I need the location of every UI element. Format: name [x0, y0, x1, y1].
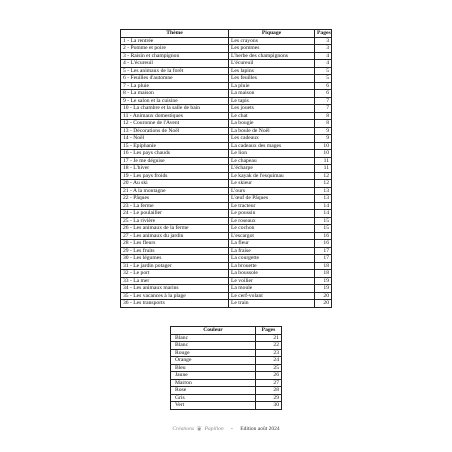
pages-cell: 7	[315, 105, 332, 113]
pages-cell: 13	[315, 187, 332, 195]
table-row	[121, 60, 332, 68]
table-row	[121, 247, 332, 255]
theme-cell: 29 - Les fruits	[121, 247, 229, 255]
pages-cell: 19	[315, 277, 332, 285]
piquage-cell: L'escargot	[229, 232, 315, 240]
table-row	[171, 379, 282, 387]
piquage-cell: La cadeaux des mages	[229, 142, 315, 150]
table-row	[171, 372, 282, 380]
pages-cell: 16	[315, 232, 332, 240]
color-name-cell: Blanc	[171, 342, 256, 350]
pages-cell: 11	[315, 157, 332, 165]
table-row	[121, 67, 332, 75]
pages-cell: 15	[315, 225, 332, 233]
footer	[0, 425, 452, 433]
table-row	[121, 135, 332, 143]
table-row	[121, 45, 332, 53]
butterfly-logo-icon: ❦	[196, 425, 203, 433]
theme-cell: 36 - Les transports	[121, 300, 229, 308]
pages-cell: 10	[315, 142, 332, 150]
table-row	[121, 97, 332, 105]
pages-cell: 5	[315, 75, 332, 83]
table-row	[121, 172, 332, 180]
color-pages-cell: 30	[256, 402, 282, 410]
piquage-cell: La brouette	[229, 262, 315, 270]
color-name-cell: Bleu	[171, 364, 256, 372]
piquage-cell: La boussole	[229, 270, 315, 278]
brand-right: Papillon	[204, 426, 224, 432]
table-row	[121, 150, 332, 158]
color-pages-cell: 24	[256, 357, 282, 365]
piquage-cell: La courgette	[229, 255, 315, 263]
table-row	[171, 387, 282, 395]
table-row	[171, 334, 282, 342]
piquage-cell: Le lion	[229, 150, 315, 158]
piquage-cell: L'œuf de Pâques	[229, 195, 315, 203]
table-row	[121, 255, 332, 263]
theme-cell: 8 - La maison	[121, 90, 229, 98]
pages-cell: 15	[315, 217, 332, 225]
piquage-cell: La pluie	[229, 82, 315, 90]
table-row	[171, 342, 282, 350]
piquage-cell: Les jouets	[229, 105, 315, 113]
table-row	[121, 202, 332, 210]
pages-cell: 14	[315, 202, 332, 210]
table-row	[121, 187, 332, 195]
theme-cell: 23 - La ferme	[121, 202, 229, 210]
table-row	[121, 300, 332, 308]
color-pages-cell: 27	[256, 379, 282, 387]
pages-cell: 12	[315, 180, 332, 188]
pages-cell: 18	[315, 270, 332, 278]
pages-cell: 3	[315, 37, 332, 45]
table-row	[171, 349, 282, 357]
table-row	[121, 225, 332, 233]
theme-cell: 2 - Pomme et poire	[121, 45, 229, 53]
theme-cell: 24 - Le poulailler	[121, 210, 229, 218]
color-name-cell: Jaune	[171, 372, 256, 380]
theme-cell: 18 - L'hiver	[121, 165, 229, 173]
pages-cell: 4	[315, 52, 332, 60]
pages-cell: 5	[315, 67, 332, 75]
table-row	[121, 37, 332, 45]
piquage-cell: Les pommes	[229, 45, 315, 53]
theme-cell: 1 - La rentrée	[121, 37, 229, 45]
table-row	[171, 402, 282, 410]
table-row	[171, 357, 282, 365]
theme-cell: 14 - Noël	[121, 135, 229, 143]
pages-cell: 20	[315, 300, 332, 308]
pages-cell: 8	[315, 120, 332, 128]
table-row	[121, 285, 332, 293]
theme-cell: 21 - A la montagne	[121, 187, 229, 195]
footer-separator: -	[231, 426, 233, 432]
piquage-cell: L'écureuil	[229, 60, 315, 68]
pages-cell: 14	[315, 210, 332, 218]
color-name-cell: Vert	[171, 402, 256, 410]
color-pages-cell: 29	[256, 394, 282, 402]
header-piquage: Piquage	[229, 30, 315, 38]
theme-cell: 19 - Les pays froids	[121, 172, 229, 180]
table-row	[121, 90, 332, 98]
theme-cell: 26 - Les animaux de la ferme	[121, 225, 229, 233]
theme-cell: 20 - Au ski	[121, 180, 229, 188]
edition-label: Edition août 2024	[240, 426, 280, 432]
table-row	[121, 210, 332, 218]
color-name-cell: Gris	[171, 394, 256, 402]
color-name-cell: Rose	[171, 387, 256, 395]
piquage-cell: Le cerf-volant	[229, 292, 315, 300]
pages-cell: 16	[315, 240, 332, 248]
table-row	[121, 82, 332, 90]
pages-cell: 17	[315, 255, 332, 263]
theme-cell: 6 - Feuilles d'automne	[121, 75, 229, 83]
piquage-cell: La fraise	[229, 247, 315, 255]
piquage-cell: Le chapeau	[229, 157, 315, 165]
color-pages-cell: 26	[256, 372, 282, 380]
color-table	[170, 326, 282, 410]
theme-cell: 16 - Les pays chauds	[121, 150, 229, 158]
theme-cell: 12 - Couronne de l'Avent	[121, 120, 229, 128]
color-pages-cell: 28	[256, 387, 282, 395]
theme-cell: 31 - Le jardin potager	[121, 262, 229, 270]
theme-cell: 25 - La rivière	[121, 217, 229, 225]
table-row	[121, 75, 332, 83]
header-pages: Pages	[315, 30, 332, 38]
piquage-cell: Le train	[229, 300, 315, 308]
table-row	[171, 364, 282, 372]
theme-cell: 10 - La chambre et la salle de bain	[121, 105, 229, 113]
piquage-cell: La maison	[229, 90, 315, 98]
table-row	[121, 127, 332, 135]
piquage-cell: Le kayak de l'esquimau	[229, 172, 315, 180]
pages-cell: 11	[315, 165, 332, 173]
table-row	[121, 195, 332, 203]
pages-cell: 12	[315, 172, 332, 180]
pages-cell: 20	[315, 292, 332, 300]
theme-cell: 27 - Les animaux du jardin	[121, 232, 229, 240]
piquage-cell: Le tracteur	[229, 202, 315, 210]
pages-cell: 17	[315, 247, 332, 255]
theme-cell: 9 - Le salon et la cuisine	[121, 97, 229, 105]
piquage-cell: La boule de Noël	[229, 127, 315, 135]
table-row	[121, 292, 332, 300]
piquage-cell: Les cadeaux	[229, 135, 315, 143]
piquage-cell: La moule	[229, 285, 315, 293]
theme-cell: 7 - La pluie	[121, 82, 229, 90]
color-name-cell: Marron	[171, 379, 256, 387]
table-row	[121, 165, 332, 173]
pages-cell: 19	[315, 285, 332, 293]
piquage-cell: L'ours	[229, 187, 315, 195]
color-pages-cell: 21	[256, 334, 282, 342]
pages-cell: 18	[315, 262, 332, 270]
table-row	[121, 232, 332, 240]
piquage-cell: Le chat	[229, 112, 315, 120]
theme-cell: 35 - Les vacances à la plage	[121, 292, 229, 300]
theme-cell: 15 - Epiphanie	[121, 142, 229, 150]
theme-cell: 32 - Le port	[121, 270, 229, 278]
theme-cell: 4 - L'écureuil	[121, 60, 229, 68]
pages-cell: 6	[315, 82, 332, 90]
color-pages-cell: 25	[256, 364, 282, 372]
pages-cell: 9	[315, 127, 332, 135]
piquage-cell: L'écharpe	[229, 165, 315, 173]
piquage-cell: La fleur	[229, 240, 315, 248]
pages-cell: 9	[315, 135, 332, 143]
table-row	[121, 142, 332, 150]
header-color-pages: Pages	[256, 327, 282, 335]
theme-cell: 28 - Les fleurs	[121, 240, 229, 248]
table-row	[121, 120, 332, 128]
theme-cell: 34 - Les animaux marins	[121, 285, 229, 293]
piquage-cell: L'herbe des champignons	[229, 52, 315, 60]
color-name-cell: Blanc	[171, 334, 256, 342]
contents-table	[120, 29, 332, 308]
theme-cell: 3 - Raisin et champignon	[121, 52, 229, 60]
color-pages-cell: 23	[256, 349, 282, 357]
table-row	[121, 105, 332, 113]
theme-cell: 13 - Décorations de Noël	[121, 127, 229, 135]
piquage-cell: Les lapins	[229, 67, 315, 75]
table-row	[121, 262, 332, 270]
header-couleur: Couleur	[171, 327, 256, 335]
piquage-cell: Le skieur	[229, 180, 315, 188]
piquage-cell: La bougie	[229, 120, 315, 128]
piquage-cell: Le voilier	[229, 277, 315, 285]
table-row	[171, 394, 282, 402]
header-theme: Thème	[121, 30, 229, 38]
theme-cell: 11 - Animaux domestiques	[121, 112, 229, 120]
table-row	[121, 52, 332, 60]
color-pages-cell: 22	[256, 342, 282, 350]
color-header-row	[171, 327, 282, 335]
table-row	[121, 240, 332, 248]
piquage-cell: Le tapis	[229, 97, 315, 105]
theme-cell: 17 - Je me déguise	[121, 157, 229, 165]
piquage-cell: Le poussin	[229, 210, 315, 218]
pages-cell: 10	[315, 150, 332, 158]
piquage-cell: Le roseaux	[229, 217, 315, 225]
table-row	[121, 217, 332, 225]
table-row	[121, 180, 332, 188]
table-row	[121, 157, 332, 165]
brand-left: Créations	[172, 426, 195, 432]
color-name-cell: Rouge	[171, 349, 256, 357]
pages-cell: 13	[315, 195, 332, 203]
theme-cell: 30 - Les légumes	[121, 255, 229, 263]
color-name-cell: Orange	[171, 357, 256, 365]
pages-cell: 4	[315, 60, 332, 68]
pages-cell: 7	[315, 97, 332, 105]
theme-cell: 33 - La mer	[121, 277, 229, 285]
theme-cell: 5 - Les animaux de la forêt	[121, 67, 229, 75]
pages-cell: 8	[315, 112, 332, 120]
theme-cell: 22 - Pâques	[121, 195, 229, 203]
piquage-cell: Les crayons	[229, 37, 315, 45]
pages-cell: 6	[315, 90, 332, 98]
table-row	[121, 112, 332, 120]
piquage-cell: Le cochon	[229, 225, 315, 233]
piquage-cell: Les feuilles	[229, 75, 315, 83]
pages-cell: 3	[315, 45, 332, 53]
contents-header-row	[121, 30, 332, 38]
table-row	[121, 270, 332, 278]
table-row	[121, 277, 332, 285]
